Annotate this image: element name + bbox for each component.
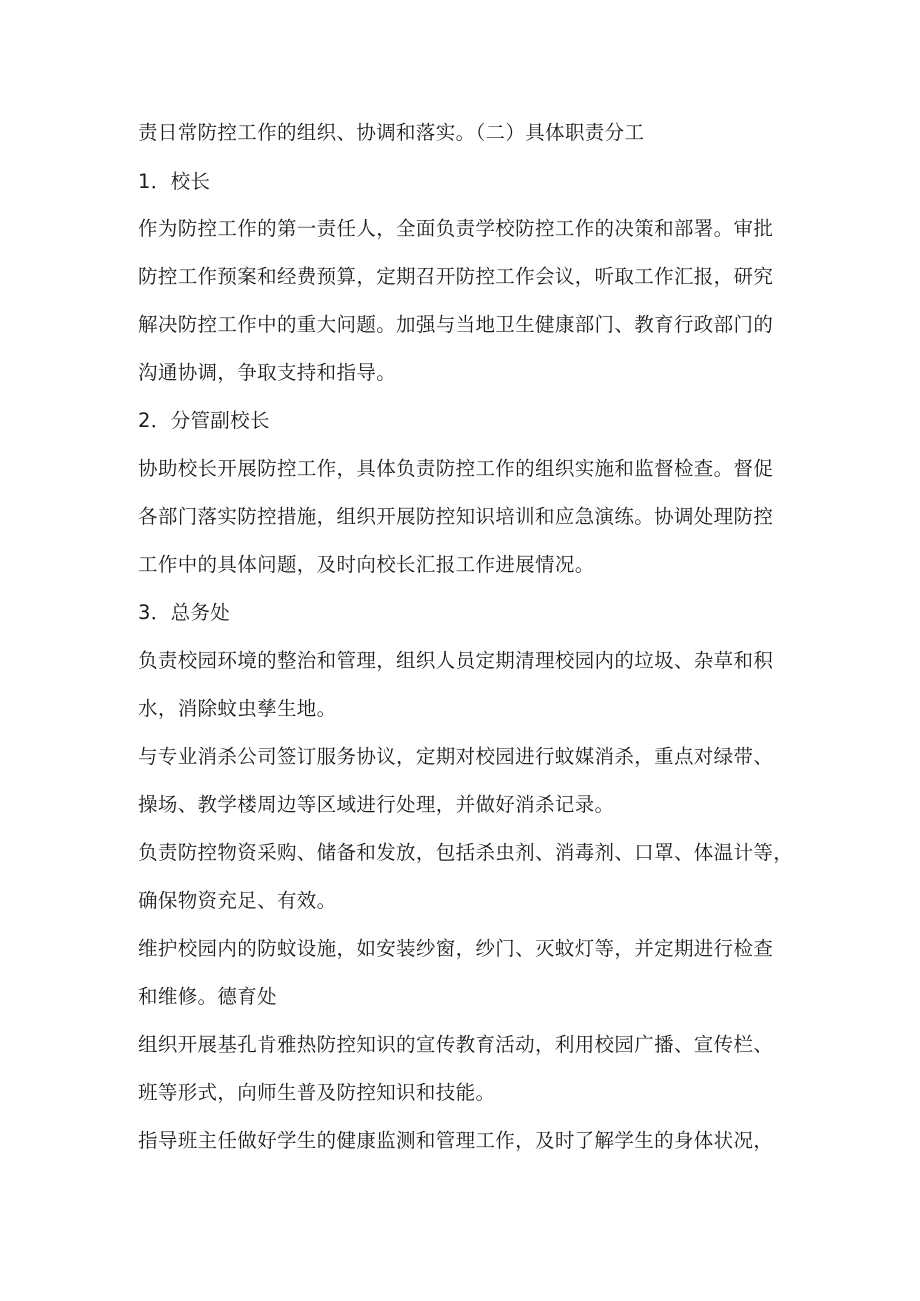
section-heading-principal: 1．校长	[138, 170, 211, 193]
text-line: 确保物资充足、有效。	[138, 889, 337, 912]
section-heading-vice-principal: 2．分管副校长	[138, 409, 270, 432]
text-line: 沟通协调，争取支持和指导。	[138, 361, 397, 384]
text-line: 防控工作预案和经费预算，定期召开防控工作会议，听取工作汇报，研究	[138, 265, 774, 288]
text-line: 水，消除蚊虫孳生地。	[138, 697, 337, 720]
text-line: 指导班主任做好学生的健康监测和管理工作，及时了解学生的身体状况，	[138, 1129, 774, 1152]
text-line: 负责防控物资采购、储备和发放，包括杀虫剂、消毒剂、口罩、体温计等，	[138, 841, 794, 864]
text-line: 协助校长开展防控工作，具体负责防控工作的组织实施和监督检查。督促	[138, 457, 774, 480]
text-line: 维护校园内的防蚊设施，如安装纱窗，纱门、灭蚊灯等，并定期进行检查	[138, 937, 774, 960]
section-heading-general-affairs: 3．总务处	[138, 601, 231, 624]
text-line: 操场、教学楼周边等区域进行处理，并做好消杀记录。	[138, 793, 615, 816]
text-line: 与专业消杀公司签订服务协议，定期对校园进行蚊媒消杀，重点对绿带、	[138, 745, 774, 768]
text-line: 工作中的具体问题，及时向校长汇报工作进展情况。	[138, 553, 595, 576]
text-line: 和维修。德育处	[138, 985, 277, 1008]
text-line: 各部门落实防控措施，组织开展防控知识培训和应急演练。协调处理防控	[138, 505, 774, 528]
text-line: 责日常防控工作的组织、协调和落实。（二）具体职责分工	[138, 121, 645, 144]
text-line: 班等形式，向师生普及防控知识和技能。	[138, 1081, 496, 1104]
text-line: 负责校园环境的整治和管理，组织人员定期清理校园内的垃圾、杂草和积	[138, 649, 774, 672]
text-line: 解决防控工作中的重大问题。加强与当地卫生健康部门、教育行政部门的	[138, 313, 774, 336]
text-line: 作为防控工作的第一责任人，全面负责学校防控工作的决策和部署。审批	[138, 217, 774, 240]
text-line: 组织开展基孔肯雅热防控知识的宣传教育活动，利用校园广播、宣传栏、	[138, 1033, 774, 1056]
